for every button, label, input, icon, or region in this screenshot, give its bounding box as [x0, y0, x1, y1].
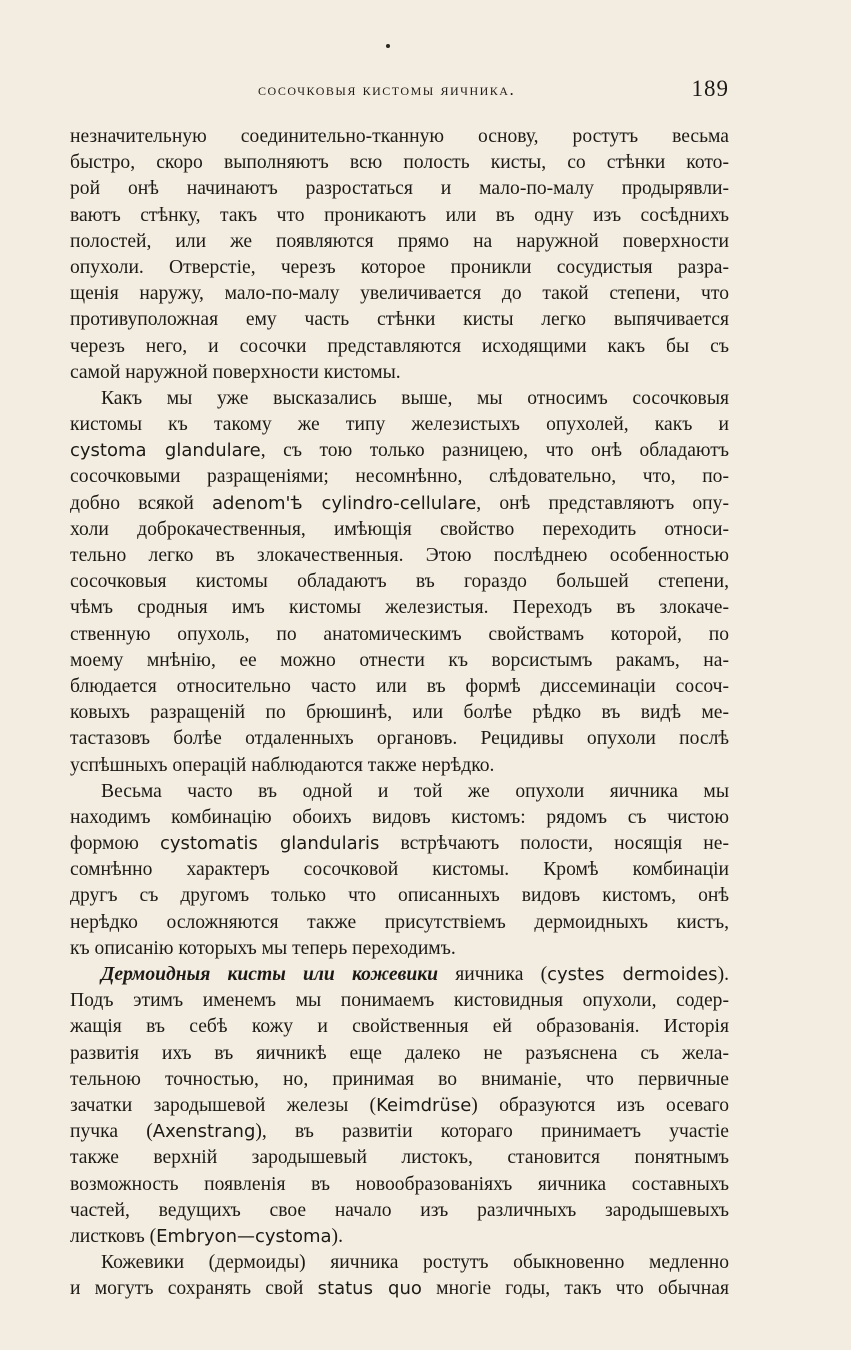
text-run: нерѣдко осложняются также присутствіемъ дермоидныхъ кистъ, [70, 911, 729, 933]
text-run: , съ тою только разницею, что онѣ обладаютъ [260, 440, 729, 462]
text-run: жащія въ себѣ кожу и свойственныя ей образованія. Исторія [70, 1016, 729, 1038]
text-line [70, 700, 729, 726]
text-line [70, 883, 729, 909]
text-line [70, 386, 729, 412]
text-run: ). [717, 964, 729, 985]
text-run: многіе годы, такъ что обычная [421, 1278, 729, 1300]
text-run: зачатки зародышевой железы ( [70, 1094, 377, 1116]
paragraph [70, 962, 729, 1250]
text-run: полостей, или же появляются прямо на наружной поверхности [70, 230, 729, 252]
text-line [70, 1041, 729, 1067]
text-line [70, 622, 729, 648]
text-line [70, 1172, 729, 1198]
text-line [70, 1145, 729, 1171]
text-run: щенія наружу, мало-по-малу увеличивается до такой степени, что [70, 283, 729, 305]
text-line [70, 543, 729, 569]
text-line [70, 1224, 729, 1250]
text-run: сосочковыя кистомы обладаютъ въ гораздо большей степени, [70, 571, 729, 593]
text-run: къ описанію которыхъ мы теперь переходимъ. [70, 937, 456, 959]
text-run: ковыхъ разращеній по брюшинѣ, или болѣе рѣдко въ видѣ ме- [70, 702, 729, 724]
text-run: сосочковыми разращеніями; несомнѣнно, слѣдовательно, что, по- [70, 466, 729, 488]
body-text [70, 124, 729, 1302]
running-title: сосочковыя кистомы яичника. [258, 80, 516, 99]
text-line [70, 569, 729, 595]
text-run: находимъ комбинацію обоихъ видовъ кистомъ: рядомъ съ чистою [70, 806, 729, 828]
latin-term: adenom'ѣ cylindro-cellulare [212, 492, 477, 514]
text-line [70, 1067, 729, 1093]
text-line [70, 438, 729, 464]
text-line [70, 255, 729, 281]
text-run: кистомы къ такому же типу железистыхъ опухолей, какъ и [70, 414, 729, 436]
text-run: тельною точностью, но, принимая во вниманіе, что первичные [70, 1068, 729, 1090]
text-run: Кожевики (дермоиды) яичника ростутъ обыкновенно медленно [101, 1252, 729, 1274]
text-run: быстро, скоро выполняютъ всю полость кисты, со стѣнки кото- [70, 152, 729, 174]
text-line [70, 1250, 729, 1276]
text-run: успѣшныхъ операцій наблюдаются также нерѣдко. [70, 754, 495, 776]
text-line [70, 517, 729, 543]
text-run: самой наружной поверхности кистомы. [70, 361, 401, 383]
text-run: Весьма часто въ одной и той же опухоли яичника мы [101, 780, 729, 802]
text-run: Подъ этимъ именемъ мы понимаемъ кистовидныя опухоли, содер- [70, 990, 729, 1012]
text-line [70, 857, 729, 883]
text-run: ваютъ стѣнку, такъ что проникаютъ или въ одну изъ сосѣднихъ [70, 204, 729, 226]
emphasized-term: Дермоидныя кисты или кожевики [101, 964, 439, 985]
text-line [70, 962, 729, 988]
text-line [70, 307, 729, 333]
text-run: добно всякой [70, 492, 213, 514]
text-line [70, 1276, 729, 1302]
text-run: Какъ мы уже высказались выше, мы относимъ сосочковыя [101, 387, 729, 409]
text-line [70, 910, 729, 936]
text-line [70, 203, 729, 229]
text-line [70, 1093, 729, 1119]
text-run: частей, ведущихъ свое начало изъ различныхъ зародышевыхъ [70, 1199, 729, 1221]
text-run: и могутъ сохранять свой [70, 1278, 318, 1300]
text-line [70, 464, 729, 490]
text-line [70, 491, 729, 517]
text-line [70, 281, 729, 307]
text-line [70, 831, 729, 857]
text-run: , онѣ представляютъ опу- [476, 492, 729, 514]
text-run: яичника ( [438, 964, 548, 985]
latin-term: Embryon—cystoma [156, 1225, 332, 1247]
text-run: формою [70, 833, 160, 855]
text-run: чѣмъ сродныя имъ кистомы железистыя. Переходъ въ злокаче- [70, 597, 729, 619]
paragraph [70, 779, 729, 962]
ink-speck [386, 44, 390, 48]
text-line [70, 1014, 729, 1040]
text-line [70, 1119, 729, 1145]
text-run: ) образуются изъ осеваго [471, 1094, 729, 1116]
text-line [70, 674, 729, 700]
text-line [70, 150, 729, 176]
text-line [70, 360, 729, 386]
text-run: возможность появленія въ новообразованіяхъ яичника составныхъ [70, 1173, 729, 1195]
text-line [70, 1198, 729, 1224]
text-run: развитія ихъ въ яичникѣ еще далеко не разъяснена съ жела- [70, 1042, 729, 1064]
text-run: незначительную соединительно-тканную основу, ростутъ весьма [70, 126, 729, 147]
text-run: противуположная ему часть стѣнки кисты легко выпячивается [70, 309, 729, 331]
paragraph [70, 124, 729, 386]
text-run: также верхній зародышевый листокъ, становится понятнымъ [70, 1147, 729, 1169]
text-line [70, 648, 729, 674]
text-run: опухоли. Отверстіе, черезъ которое проникли сосудистыя разра- [70, 256, 729, 278]
paragraph [70, 1250, 729, 1302]
page-header [70, 76, 729, 106]
text-line [70, 334, 729, 360]
text-line [70, 229, 729, 255]
text-run: ), въ развитіи котораго принимаетъ участіе [255, 1121, 729, 1143]
text-run: блюдается относительно часто или въ формѣ диссеминаціи сосоч- [70, 675, 729, 697]
text-line [70, 779, 729, 805]
latin-term: Axenstrang [152, 1121, 256, 1143]
text-line [70, 753, 729, 779]
text-line [70, 988, 729, 1014]
page-number: 189 [691, 76, 729, 101]
text-run: сомнѣнно характеръ сосочковой кистомы. Кромѣ комбинаціи [70, 859, 729, 881]
text-run: тельно легко въ злокачественныя. Этою послѣднею особенностью [70, 545, 729, 566]
text-run: ). [331, 1225, 343, 1247]
latin-term: Keimdrüse [376, 1094, 472, 1116]
text-line [70, 124, 729, 150]
text-run: тастазовъ болѣе отдаленныхъ органовъ. Рецидивы опухоли послѣ [70, 728, 729, 750]
text-line [70, 805, 729, 831]
text-run: холи доброкачественныя, имѣющія свойство переходить относи- [70, 518, 729, 540]
text-run: встрѣчаютъ полости, носящія не- [379, 833, 729, 855]
text-run: листковъ ( [70, 1225, 157, 1247]
latin-term: cystes dermoides [547, 964, 718, 985]
text-run: рой онѣ начинаютъ разростаться и мало-по-малу продырявли- [70, 178, 729, 200]
text-line [70, 176, 729, 202]
text-run: пучка ( [70, 1121, 153, 1143]
latin-term: cystomatis glandularis [159, 833, 380, 855]
latin-term: cystoma glandulare [70, 440, 261, 462]
text-run: ственную опухоль, по анатомическимъ свойствамъ которой, по [70, 623, 729, 645]
text-line [70, 726, 729, 752]
text-run: моему мнѣнію, ее можно отнести къ ворсистымъ ракамъ, на- [70, 649, 729, 671]
paragraph [70, 386, 729, 779]
text-line [70, 936, 729, 962]
text-run: другъ съ другомъ только что описанныхъ видовъ кистомъ, онѣ [70, 885, 729, 907]
text-line [70, 595, 729, 621]
text-line [70, 412, 729, 438]
text-run: черезъ него, и сосочки представляются исходящими какъ бы съ [70, 335, 729, 357]
latin-term: status quo [317, 1278, 422, 1300]
